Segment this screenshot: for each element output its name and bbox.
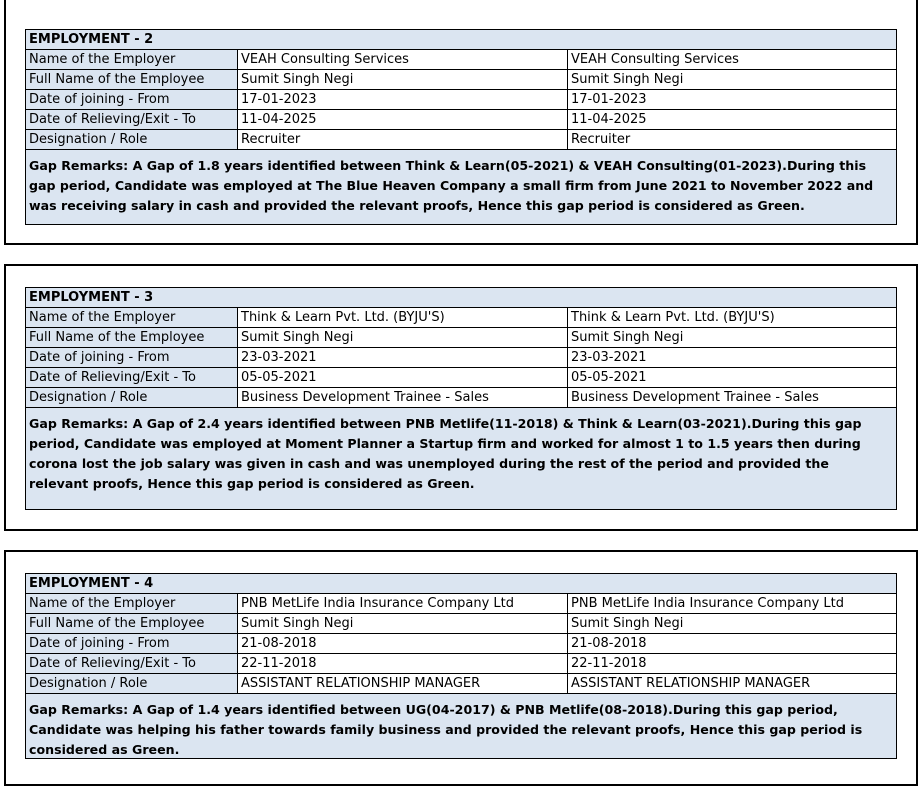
row-label: Designation / Role [26, 388, 238, 407]
row-value-claimed: PNB MetLife India Insurance Company Ltd [238, 594, 568, 613]
table-row [26, 70, 896, 90]
row-value-claimed: Sumit Singh Negi [238, 328, 568, 347]
row-value-claimed: 11-04-2025 [238, 110, 568, 129]
row-label: Date of Relieving/Exit - To [26, 110, 238, 129]
row-label: Date of joining - From [26, 348, 238, 367]
gap-remarks: Gap Remarks: A Gap of 2.4 years identified between PNB Metlife(11-2018) & Think & Learn(03-2021).During this gap period, Candidate was employed at Moment Planner a Startup firm and worked for almost 1 to 1.5 years then during corona lost the job salary was given in cash and was unemployed during the rest of the period and provided the relevant proofs, Hence this gap period is considered as Green. [26, 408, 896, 509]
table-row [26, 50, 896, 70]
table-row [26, 328, 896, 348]
row-value-verified: VEAH Consulting Services [571, 52, 739, 67]
row-value-claimed: 05-05-2021 [238, 368, 568, 387]
row-value-claimed: 21-08-2018 [238, 634, 568, 653]
table-row [26, 110, 896, 130]
row-value-claimed: ASSISTANT RELATIONSHIP MANAGER [238, 674, 568, 693]
row-value-verified: Think & Learn Pvt. Ltd. (BYJU'S) [571, 310, 775, 325]
employment-3-table [25, 287, 897, 510]
row-value-claimed: VEAH Consulting Services [238, 50, 568, 69]
row-label: Name of the Employer [26, 594, 238, 613]
row-label: Designation / Role [26, 674, 238, 693]
table-row [26, 594, 896, 614]
row-value-claimed: 22-11-2018 [238, 654, 568, 673]
table-row [26, 614, 896, 634]
employment-2-panel [4, 0, 918, 245]
table-row [26, 368, 896, 388]
table-row [26, 634, 896, 654]
row-label: Full Name of the Employee [26, 70, 238, 89]
table-row [26, 348, 896, 368]
row-value-verified: 22-11-2018 [571, 656, 647, 671]
row-value-verified: Sumit Singh Negi [571, 330, 684, 345]
row-label: Full Name of the Employee [26, 328, 238, 347]
table-row [26, 90, 896, 110]
row-value-verified: Business Development Trainee - Sales [571, 390, 819, 405]
row-value-claimed: 23-03-2021 [238, 348, 568, 367]
row-value-verified: Sumit Singh Negi [571, 616, 684, 631]
row-value-claimed: Think & Learn Pvt. Ltd. (BYJU'S) [238, 308, 568, 327]
row-label: Date of joining - From [26, 634, 238, 653]
row-value-verified: 11-04-2025 [571, 112, 647, 127]
row-value-verified: 17-01-2023 [571, 92, 647, 107]
gap-remarks: Gap Remarks: A Gap of 1.4 years identified between UG(04-2017) & PNB Metlife(08-2018).During this gap period, Candidate was helping his father towards family business and provided the relevant proofs, Hence this gap period is considered as Green. [26, 694, 896, 758]
row-value-claimed: Sumit Singh Negi [238, 614, 568, 633]
employment-4-table [25, 573, 897, 759]
row-value-claimed: Recruiter [238, 130, 568, 149]
employment-header: EMPLOYMENT - 2 [26, 30, 896, 50]
row-label: Full Name of the Employee [26, 614, 238, 633]
row-value-claimed: 17-01-2023 [238, 90, 568, 109]
row-label: Name of the Employer [26, 50, 238, 69]
row-label: Date of joining - From [26, 90, 238, 109]
employment-3-panel [4, 264, 918, 531]
row-value-claimed: Business Development Trainee - Sales [238, 388, 568, 407]
row-value-verified: Sumit Singh Negi [571, 72, 684, 87]
row-value-claimed: Sumit Singh Negi [238, 70, 568, 89]
table-row [26, 674, 896, 694]
employment-header: EMPLOYMENT - 4 [26, 574, 896, 594]
row-label: Designation / Role [26, 130, 238, 149]
table-row [26, 388, 896, 408]
table-row [26, 308, 896, 328]
table-row [26, 654, 896, 674]
row-value-verified: ASSISTANT RELATIONSHIP MANAGER [571, 676, 811, 691]
row-label: Date of Relieving/Exit - To [26, 368, 238, 387]
employment-header: EMPLOYMENT - 3 [26, 288, 896, 308]
row-value-verified: 23-03-2021 [571, 350, 647, 365]
employment-4-panel [4, 550, 918, 786]
table-row [26, 130, 896, 150]
row-value-verified: PNB MetLife India Insurance Company Ltd [571, 596, 845, 611]
row-label: Name of the Employer [26, 308, 238, 327]
gap-remarks: Gap Remarks: A Gap of 1.8 years identified between Think & Learn(05-2021) & VEAH Consulting(01-2023).During this gap period, Candidate was employed at The Blue Heaven Company a small firm from June 2021 to November 2022 and was receiving salary in cash and provided the relevant proofs, Hence this gap period is considered as Green. [26, 150, 896, 224]
row-label: Date of Relieving/Exit - To [26, 654, 238, 673]
row-value-verified: 05-05-2021 [571, 370, 647, 385]
row-value-verified: 21-08-2018 [571, 636, 647, 651]
employment-2-table [25, 29, 897, 225]
row-value-verified: Recruiter [571, 132, 631, 147]
